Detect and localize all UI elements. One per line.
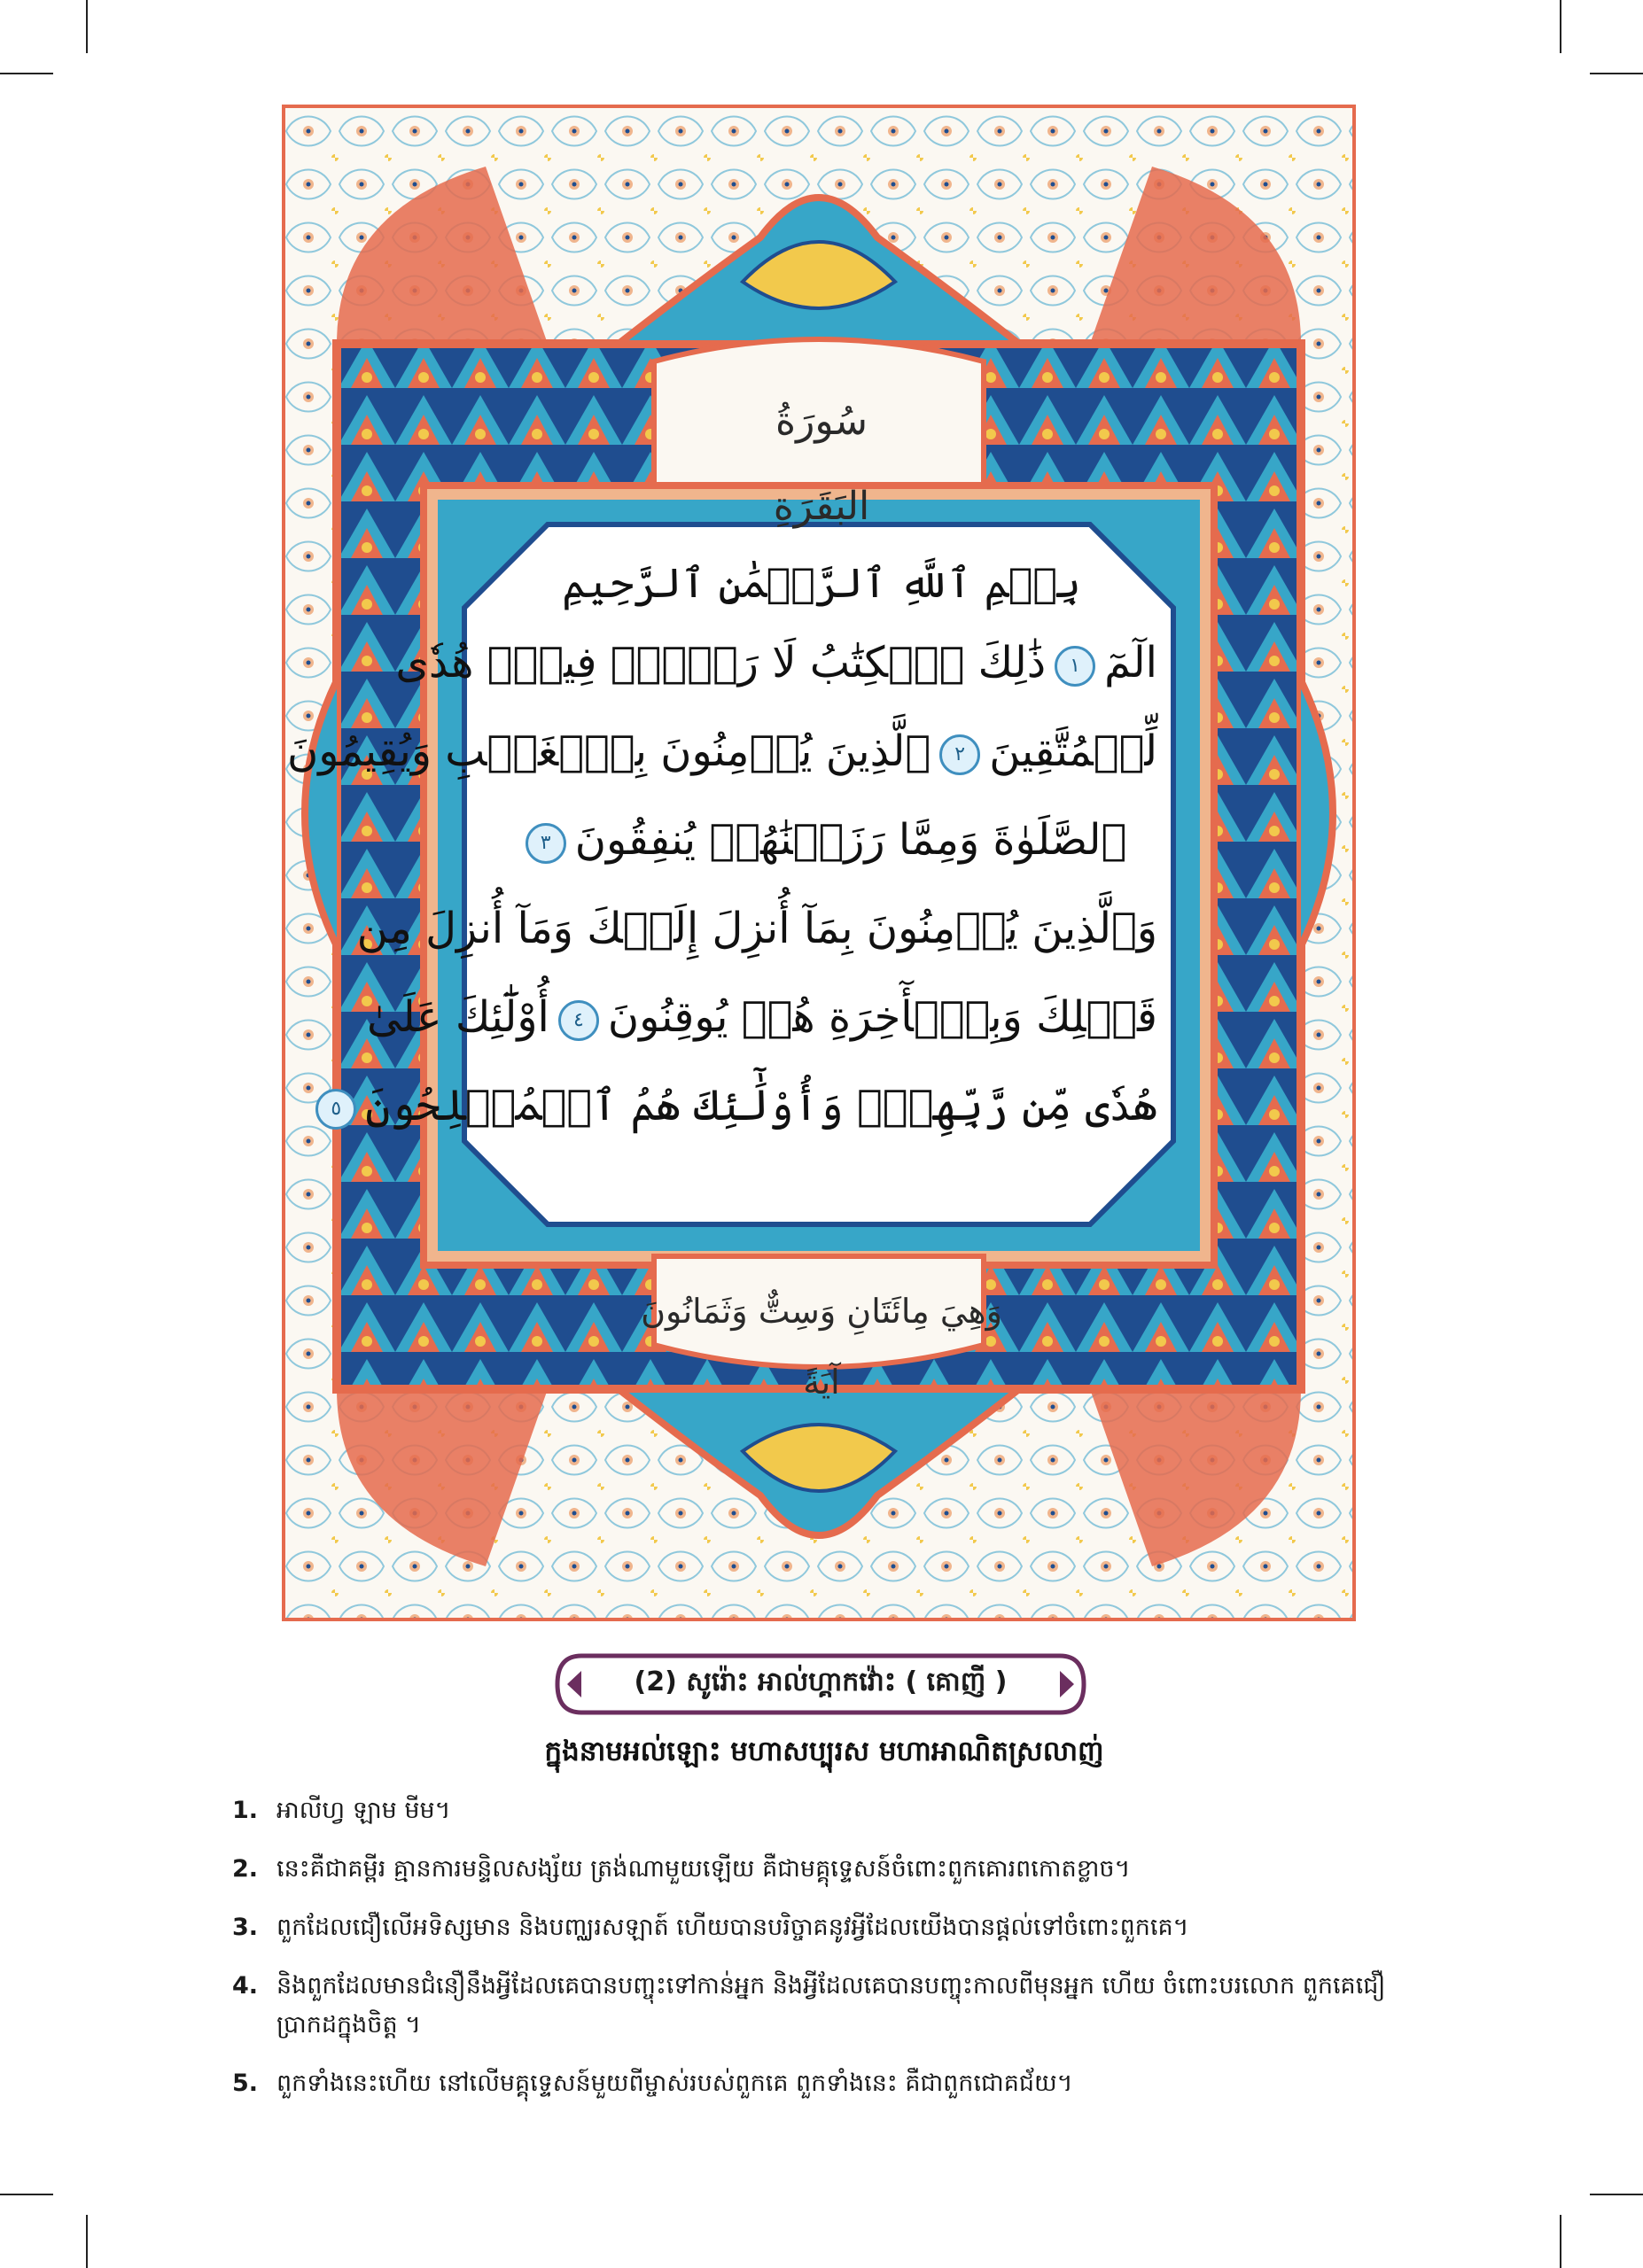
crop-mark	[1590, 73, 1643, 74]
quran-text-panel	[286, 548, 1157, 1159]
ayah-end-marker: ١	[1055, 646, 1095, 687]
crop-mark	[0, 73, 53, 74]
verse-number: 3.	[232, 1914, 259, 1941]
verse-number: 5.	[232, 2070, 259, 2097]
ayah-line: لِّلۡمُتَّقِينَ٢ٱلَّذِينَ يُؤۡمِنُونَ بِٱلۡغَيۡبِ وَيُقِيمُونَ	[286, 726, 1157, 776]
ayah-end-marker: ٣	[526, 823, 566, 864]
surah-title-cartouche: سُورَةُ البَقَرَةِ	[773, 399, 870, 529]
ayah-line: وَٱلَّذِينَ يُؤۡمِنُونَ بِمَآ أُنزِلَ إِلَيۡكَ وَمَآ أُنزِلَ مِن	[356, 904, 1157, 953]
verse-item	[232, 2064, 1411, 2103]
ayah-end-marker: ٢	[939, 734, 980, 775]
verse-item	[232, 1850, 1411, 1889]
verse-number: 4.	[232, 1972, 259, 2000]
verse-text: ពួកដែលជឿលើអទិស្សមាន និងបញ្ឈរសឡាត៍ ហើយបានបរិច្ចាគនូវអ្វីដែលយើងបានផ្តល់ទៅចំពោះពួកគេ។	[276, 1914, 1189, 1941]
arabic-basmala: بِسۡمِ ٱللَّهِ ٱلرَّحۡمَٰنِ ٱلرَّحِيمِ	[562, 559, 1081, 607]
crop-mark	[86, 2215, 88, 2268]
surah-info-cartouche: وَهِيَ مِائَتَانِ وَسِتٌّ وَثَمَانُونَ آيَةً	[641, 1292, 1002, 1402]
khmer-basmala: ក្នុងនាមអល់ឡោះ មហាសប្បុរស មហាអាណិតស្រលាញ់	[544, 1736, 1104, 1767]
crop-mark	[1590, 2194, 1643, 2195]
verse-number: 1.	[232, 1797, 259, 1824]
ayah-line: هُدٗى مِّن رَّبِّهِمۡۖ وَأُوْلَٰٓئِكَ هُمُ ٱلۡمُفۡلِحُونَ٥	[486, 1061, 1157, 1150]
ayah-end-marker: ٤	[558, 1000, 599, 1041]
ayah-line: ٱلصَّلَوٰةَ وَمِمَّا رَزَقۡنَٰهُمۡ يُنفِقُونَ٣	[486, 796, 1157, 884]
crop-mark	[0, 2194, 53, 2195]
verse-text: ពួកទាំងនេះហើយ នៅលើមគ្គុទ្ទេសន៍មួយពីម្ចាស់របស់ពួកគេ ពួកទាំងនេះ គឺជាពួកជោគជ័យ។	[276, 2070, 1073, 2097]
ayah-line: قَبۡلِكَ وَبِٱلۡأٓخِرَةِ هُمۡ يُوقِنُونَ٤أُوْلَٰٓئِكَ عَلَىٰ	[367, 992, 1157, 1042]
verse-text: នេះគឺជាគម្ពីរ គ្មានការមន្ទិលសង្ស័យ ត្រង់ណាមួយឡើយ គឺជាមគ្គុទ្ទេសន៍ចំពោះពួកគោរពកោតខ្លាច។	[276, 1855, 1131, 1883]
crop-mark	[1560, 0, 1561, 53]
verse-item	[232, 1791, 1411, 1830]
verse-item	[232, 1967, 1411, 2045]
translation-verses	[232, 1791, 1411, 2123]
verse-item	[232, 1908, 1411, 1947]
ayah-line: الٓمٓ١ذَٰلِكَ ٱلۡكِتَٰبُ لَا رَيۡبَۛ فِيهِۛ هُدٗى	[395, 638, 1157, 687]
verse-text: អាលីហ្វ ឡាម មីម។	[276, 1797, 451, 1824]
verse-text: និងពួកដែលមានជំនឿនឹងអ្វីដែលគេបានបញ្ចុះទៅកាន់អ្នក និងអ្វីដែលគេបានបញ្ចុះកាលពីមុនអ្នក ហើយ ចំពោះបរលោក ពួកគេជឿប្រាកដក្នុងចិត្ត ។	[276, 1972, 1386, 2039]
verse-number: 2.	[232, 1855, 259, 1883]
translation-title-box	[555, 1653, 1086, 1715]
translation-title: (2) សូរ៉ោះ អាល់ហ្គាកវ៉ោះ ( គោញី )	[634, 1666, 1008, 1697]
crop-mark	[86, 0, 88, 53]
ayah-end-marker: ٥	[315, 1089, 356, 1130]
crop-mark	[1560, 2215, 1561, 2268]
